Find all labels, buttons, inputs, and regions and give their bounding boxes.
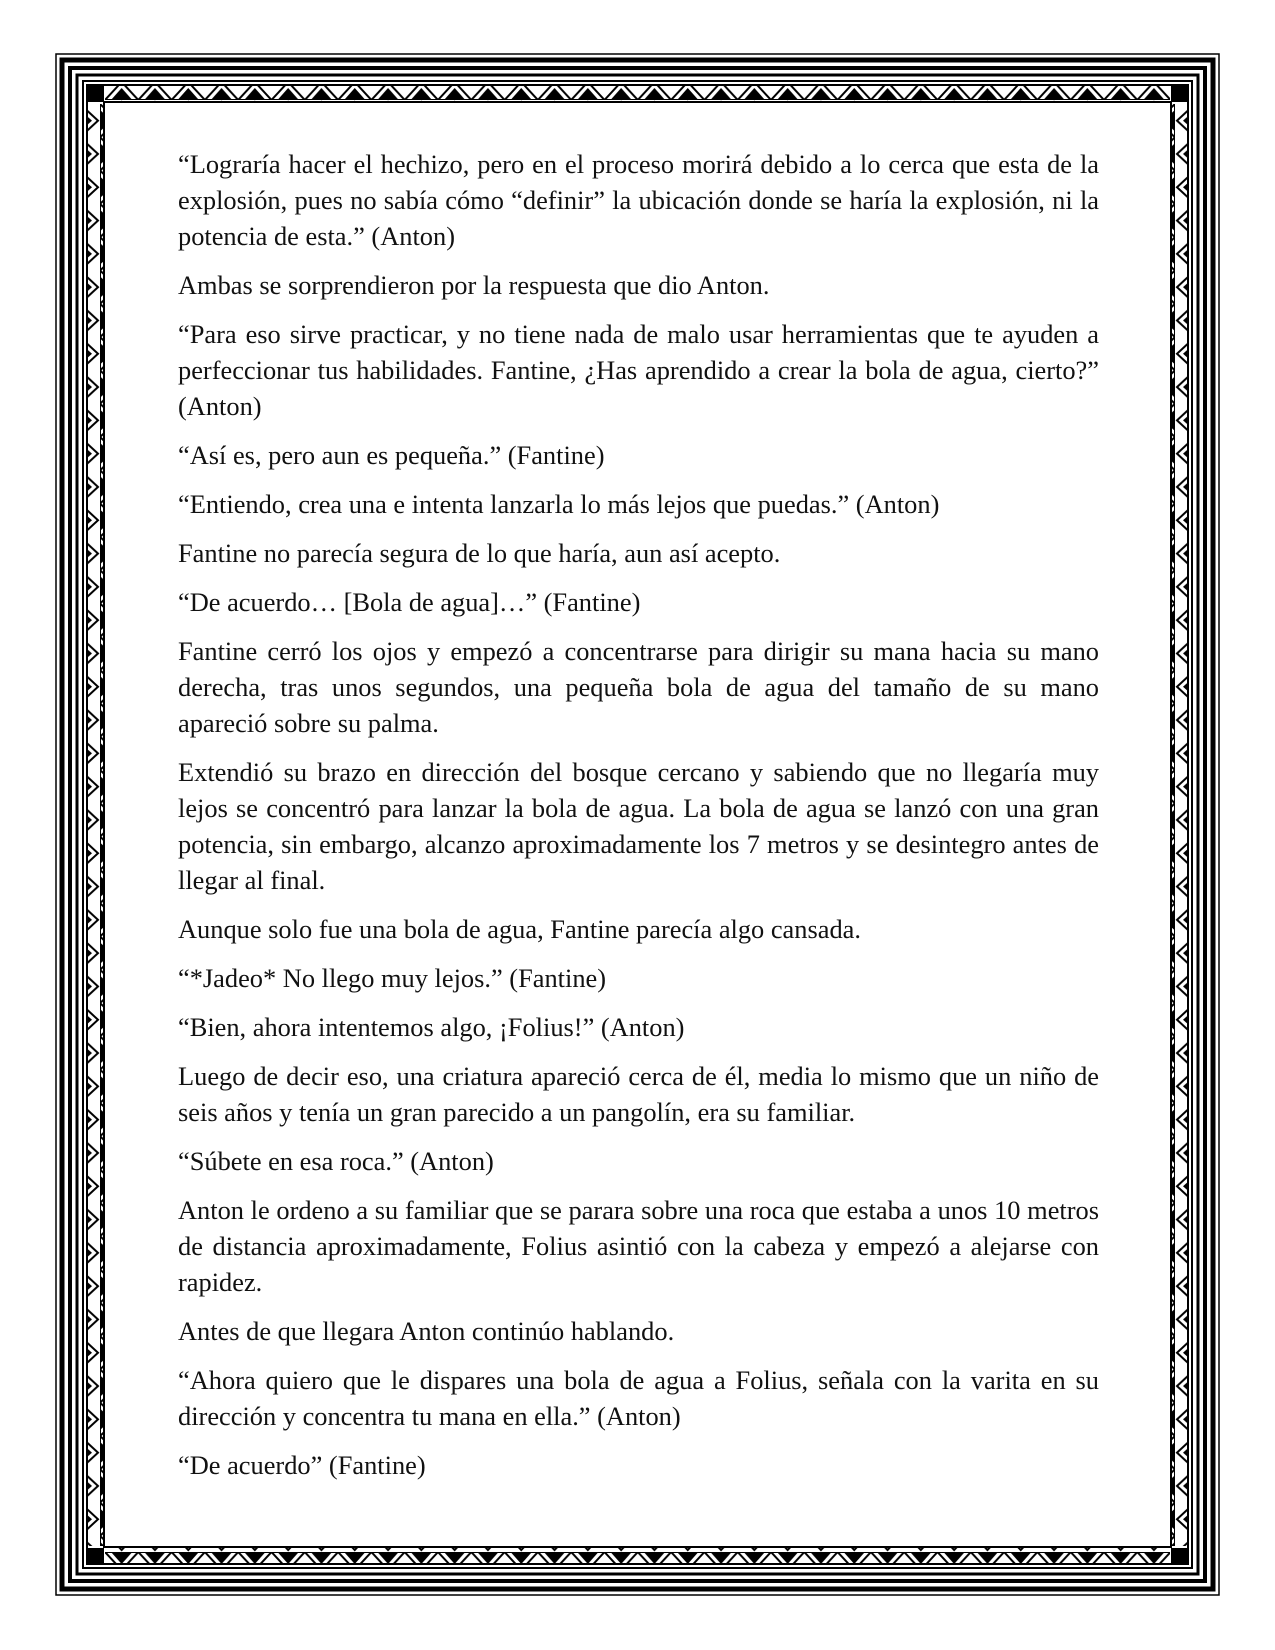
paragraph: “*Jadeo* No llego muy lejos.” (Fantine) — [178, 963, 607, 993]
paragraph: Antes de que llegara Anton continúo hablando. — [178, 1316, 675, 1346]
paragraph: “De acuerdo… [Bola de agua]…” (Fantine) — [178, 587, 641, 617]
paragraph: “Para eso sirve practicar, y no tiene nada de malo usar herramientas que te ayuden a perfeccionar tus habilidades. Fantine, ¿Has aprendido a crear la bola de agua, cierto?” (Anton) — [178, 319, 1099, 421]
chapter-text — [178, 146, 1099, 1496]
paragraph: “Súbete en esa roca.” (Anton) — [178, 1146, 494, 1176]
paragraph: Fantine cerró los ojos y empezó a concentrarse para dirigir su mana hacia su mano derecha, tras unos segundos, una pequeña bola de agua del tamaño de su mano apareció sobre su palma. — [178, 636, 1099, 738]
paragraph: “Bien, ahora intentemos algo, ¡Folius!” (Anton) — [178, 1012, 685, 1042]
paragraph: Anton le ordeno a su familiar que se parara sobre una roca que estaba a unos 10 metros de distancia aproximadamente, Folius asintió con la cabeza y empezó a alejarse con rapidez. — [178, 1195, 1099, 1297]
paragraph: Fantine no parecía segura de lo que haría, aun así acepto. — [178, 538, 781, 568]
paragraph: “De acuerdo” (Fantine) — [178, 1450, 426, 1480]
paragraph: “Así es, pero aun es pequeña.” (Fantine) — [178, 440, 605, 470]
paragraph: Ambas se sorprendieron por la respuesta que dio Anton. — [178, 270, 770, 300]
paragraph: “Ahora quiero que le dispares una bola de agua a Folius, señala con la varita en su dirección y concentra tu mana en ella.” (Anton) — [178, 1365, 1099, 1431]
paragraph: Extendió su brazo en dirección del bosque cercano y sabiendo que no llegaría muy lejos se concentró para lanzar la bola de agua. La bola de agua se lanzó con una gran potencia, sin embargo, alcanzo aproximadamente los 7 metros y se desintegro antes de llegar al final. — [178, 757, 1099, 895]
paragraph: Aunque solo fue una bola de agua, Fantine parecía algo cansada. — [178, 914, 861, 944]
paragraph: “Entiendo, crea una e intenta lanzarla lo más lejos que puedas.” (Anton) — [178, 489, 940, 519]
paragraph: Luego de decir eso, una criatura apareció cerca de él, media lo mismo que un niño de seis años y tenía un gran parecido a un pangolín, era su familiar. — [178, 1061, 1099, 1127]
paragraph: “Lograría hacer el hechizo, pero en el proceso morirá debido a lo cerca que esta de la explosión, pues no sabía cómo “definir” la ubicación donde se haría la explosión, ni la potencia de esta.” (Anton) — [178, 149, 1099, 251]
